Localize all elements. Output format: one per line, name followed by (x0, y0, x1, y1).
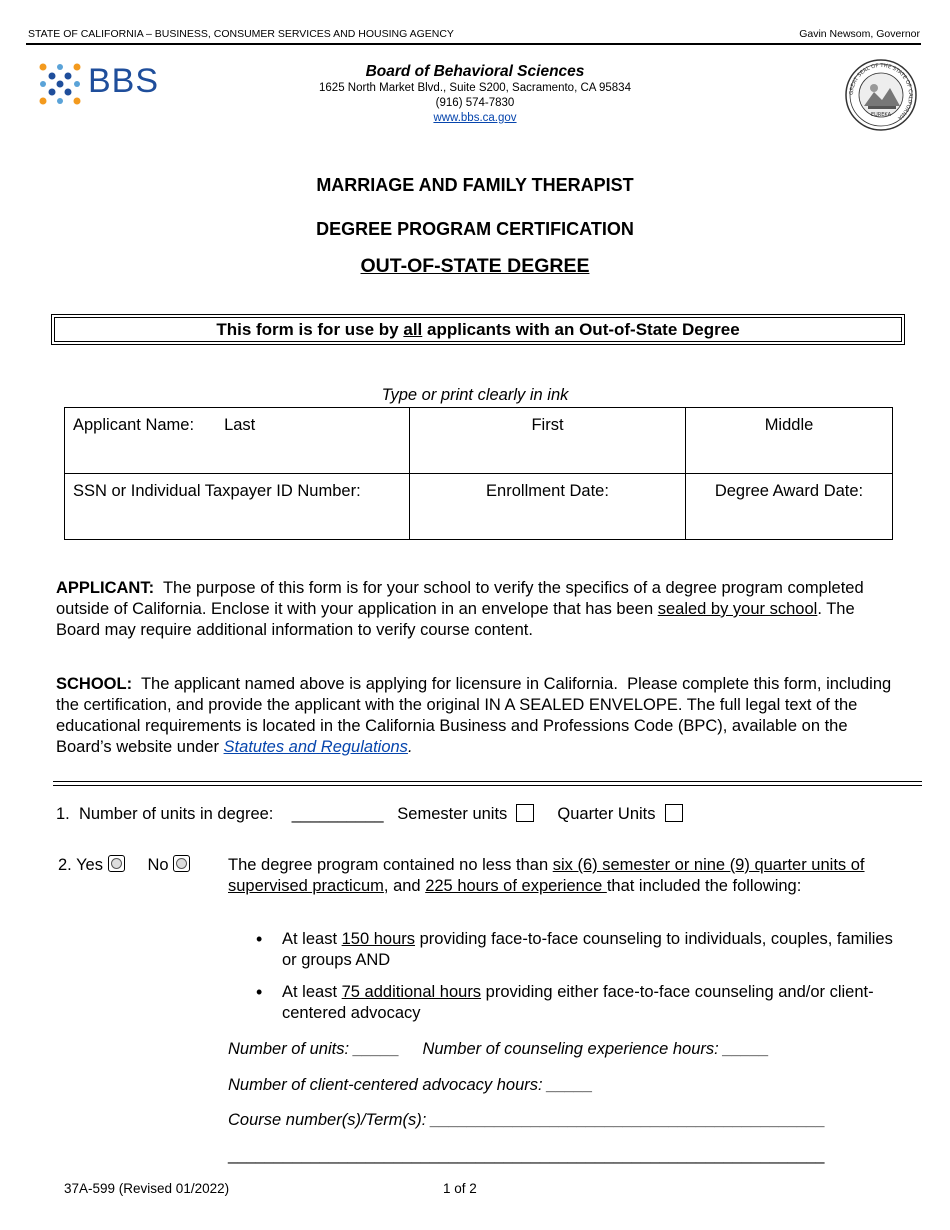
q2-advocacy-hours-field[interactable]: Number of client-centered advocacy hours: _____ (228, 1076, 594, 1094)
q2-text-1: The degree program contained no less than (228, 856, 553, 874)
enrollment-date-label: Enrollment Date: (486, 482, 609, 500)
ssn-label: SSN or Individual Taxpayer ID Number: (73, 482, 361, 500)
applicant-para-text-1: The purpose of this form is for your school to verify the specifics of a degree program completed outside of California. Enclose it with your application in an envelope that has been (56, 579, 869, 618)
q2-description (228, 855, 898, 897)
q2-bullet-1 (228, 929, 898, 971)
semester-units-checkbox[interactable] (516, 804, 534, 822)
school-para-label: SCHOOL: (56, 675, 133, 693)
q2-practicum-requirement: six (6) semester or nine (9) quarter units of supervised practicum (228, 856, 865, 895)
q2-bullet-2-post: providing either face-to-face counseling and/or client-centered advocacy (282, 983, 874, 1022)
title-out-of-state: OUT-OF-STATE DEGREE (360, 255, 590, 277)
bbs-logo (38, 62, 188, 106)
semester-units-label: Semester units (397, 805, 508, 823)
q2-counseling-hours-field[interactable]: Number of counseling experience hours: _____ (422, 1040, 770, 1058)
q2-yes-label: Yes (76, 856, 103, 874)
notice-text-pre: This form is for use by (216, 320, 404, 339)
q2-units-field[interactable]: Number of units: _____ (228, 1040, 400, 1058)
q2-number: 2. (58, 856, 72, 874)
bbs-logo-text: BBS (88, 62, 160, 100)
applicant-last-name-cell[interactable] (65, 408, 410, 474)
applicant-paragraph (56, 578, 896, 641)
statutes-regulations-link[interactable]: Statutes and Regulations (223, 738, 408, 756)
q1-label: Number of units in degree: (78, 805, 274, 823)
q2-experience-requirement: 225 hours of experience (425, 877, 607, 895)
page-number: 1 of 2 (443, 1181, 477, 1196)
q2-course-number-field[interactable]: Course number(s)/Term(s): ___________________________________________ (228, 1111, 826, 1129)
applicant-table (64, 407, 893, 540)
board-info (250, 62, 700, 126)
q2-bullet-list (228, 929, 898, 1035)
applicant-para-label: APPLICANT: (56, 579, 155, 597)
quarter-units-label: Quarter Units (557, 805, 656, 823)
q2-bullet-2-pre: At least (282, 983, 342, 1001)
school-para-text-2: . (407, 738, 413, 756)
title-line-3 (0, 255, 950, 278)
q2-course-number-field-line-2[interactable]: _________________________________________________________________ (228, 1146, 825, 1164)
seal-ring-text: GREAT SEAL OF THE STATE OF CALIFORNIA (848, 62, 914, 121)
applicant-first-name-cell[interactable] (410, 408, 686, 474)
california-seal (844, 58, 918, 132)
school-paragraph (56, 674, 896, 758)
enrollment-date-cell[interactable] (410, 474, 686, 540)
first-name-label: First (531, 416, 564, 434)
q2-150-hours: 150 hours (341, 930, 416, 948)
seal-icon (844, 58, 918, 132)
seal-motto: EUREKA (870, 112, 892, 118)
title-line-1: MARRIAGE AND FAMILY THERAPIST (316, 175, 634, 195)
print-instruction: Type or print clearly in ink (381, 386, 569, 404)
applicant-para-sealed: sealed by your school (657, 600, 818, 618)
degree-award-date-cell[interactable] (686, 474, 893, 540)
last-name-label: Last (224, 416, 256, 434)
q2-bullet-1-pre: At least (282, 930, 342, 948)
board-name: Board of Behavioral Sciences (365, 63, 585, 80)
question-1 (56, 804, 683, 825)
school-para-text-1: The applicant named above is applying for licensure in California. Please complete this form, including the certification, and provide the applicant with the original IN A SEALED ENVELOPE. The full legal text of the educational requirements is located in the California Business and Professions Code (BPC), available on the Board’s website under (56, 675, 896, 756)
bbs-logo-icon (38, 62, 82, 106)
applicant-name-label: Applicant Name: (73, 416, 195, 434)
units-in-degree-field[interactable]: __________ (291, 805, 384, 823)
board-website-link[interactable]: www.bbs.ca.gov (433, 112, 517, 124)
q2-yes-radio[interactable] (108, 855, 125, 872)
quarter-units-checkbox[interactable] (665, 804, 683, 822)
applicant-para-text-2: . The Board may require additional information to verify course content. (56, 600, 855, 639)
notice-box-outer (51, 314, 905, 345)
q2-text-2: , and (383, 877, 426, 895)
section-rule-bottom (53, 785, 922, 786)
notice-text-post: applicants with an Out-of-State Degree (422, 320, 740, 339)
form-id: 37A-599 (Revised 01/2022) (64, 1181, 230, 1196)
q2-no-radio[interactable] (173, 855, 190, 872)
section-rule-top (53, 781, 922, 782)
board-phone: (916) 574-7830 (435, 97, 515, 109)
governor-header: Gavin Newsom, Governor (799, 28, 920, 40)
ssn-cell[interactable] (65, 474, 410, 540)
q2-bullet-2 (228, 982, 898, 1024)
q2-no-label: No (147, 856, 169, 874)
applicant-middle-name-cell[interactable] (686, 408, 893, 474)
agency-header: STATE OF CALIFORNIA – BUSINESS, CONSUMER SERVICES AND HOUSING AGENCY (28, 28, 454, 40)
notice-text-all: all (403, 320, 423, 339)
q2-yes-no (58, 855, 190, 876)
degree-award-date-label: Degree Award Date: (714, 482, 864, 500)
q2-75-hours: 75 additional hours (341, 983, 482, 1001)
notice-box (54, 317, 902, 342)
q2-bullet-1-post: providing face-to-face counseling to individuals, couples, families or groups AND (282, 930, 893, 969)
title-line-2: DEGREE PROGRAM CERTIFICATION (316, 219, 634, 239)
q2-units-row (228, 1039, 769, 1060)
q2-text-3: that included the following: (606, 877, 802, 895)
board-address: 1625 North Market Blvd., Suite S200, Sacramento, CA 95834 (319, 82, 631, 94)
q1-number: 1. (56, 805, 70, 823)
middle-name-label: Middle (764, 416, 814, 434)
header-rule (26, 43, 921, 45)
